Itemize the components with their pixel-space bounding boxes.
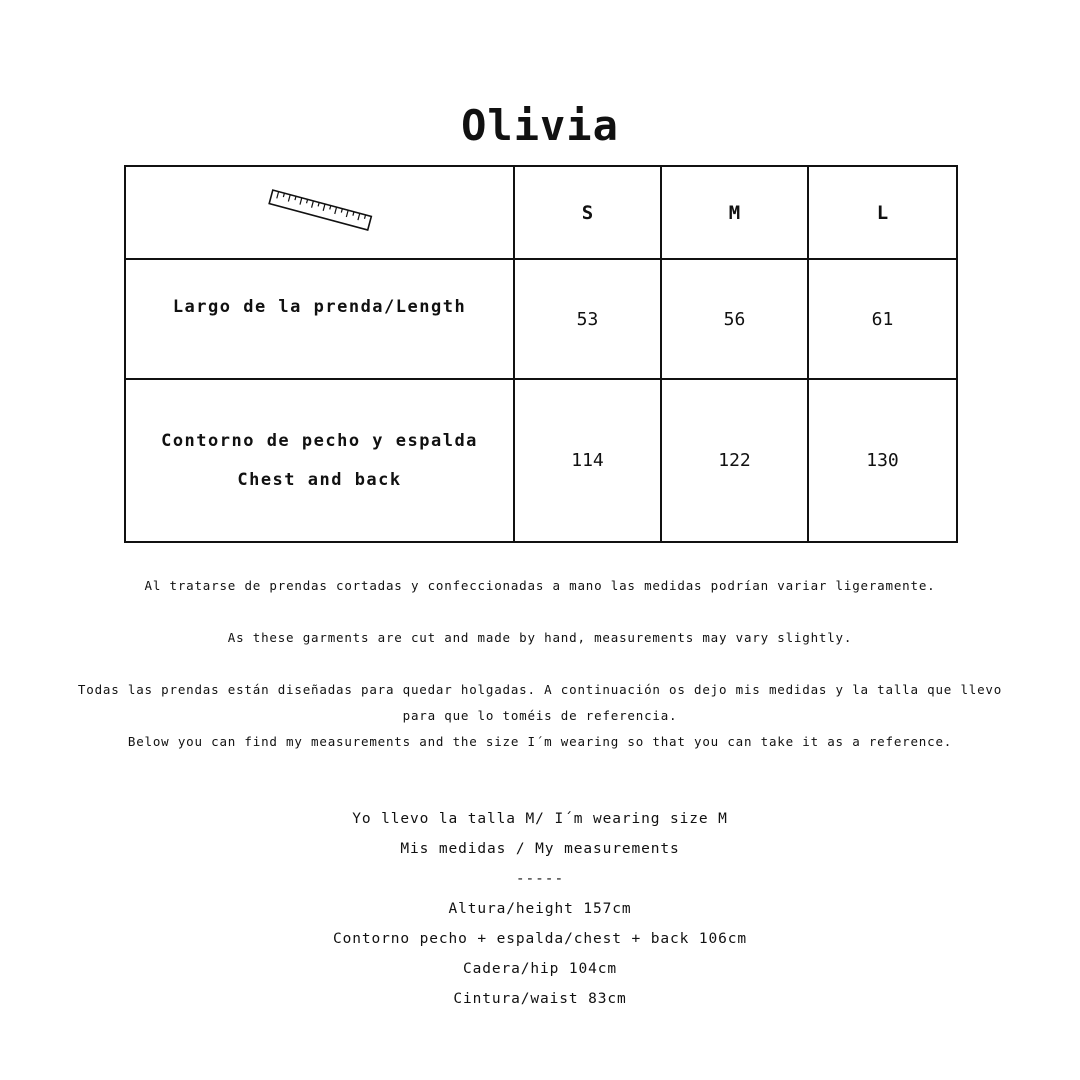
- length-value-m: 56: [661, 259, 808, 379]
- row-label-length: [125, 259, 514, 379]
- loose-fit-note-en: Below you can find my measurements and the size I´m wearing so that you can take it as a reference.: [127, 734, 953, 749]
- handmade-note-es: Al tratarse de prendas cortadas y confeccionadas a mano las medidas podrían variar ligeramente.: [144, 578, 936, 593]
- measurements-divider: -----: [515, 871, 565, 887]
- waist-measurement: Cintura/waist 83cm: [453, 991, 627, 1007]
- table-row: [125, 379, 957, 542]
- size-worn-text: Yo llevo la talla M/ I´m wearing size M: [352, 811, 728, 827]
- size-header-l: L: [808, 166, 957, 259]
- row-label-line: Contorno de pecho y espalda: [161, 430, 478, 451]
- length-value-l: 61: [808, 259, 957, 379]
- header-icon-cell: [125, 166, 514, 259]
- size-header-s: S: [514, 166, 661, 259]
- height-measurement: Altura/height 157cm: [448, 901, 632, 917]
- handmade-note-en: As these garments are cut and made by hand, measurements may vary slightly.: [227, 630, 853, 645]
- row-label-line: Chest and back: [237, 469, 402, 490]
- chest-back-measurement: Contorno pecho + espalda/chest + back 106cm: [332, 931, 748, 947]
- size-header-m: M: [661, 166, 808, 259]
- my-measurements-section: [0, 804, 1080, 1014]
- row-label-line: Largo de la prenda/Length: [172, 297, 467, 317]
- size-chart-table: [124, 165, 958, 543]
- chest-value-s: 114: [514, 379, 661, 542]
- loose-fit-note-es-line: para que lo toméis de referencia.: [402, 708, 678, 723]
- length-value-s: 53: [514, 259, 661, 379]
- table-row: [125, 259, 957, 379]
- hip-measurement: Cadera/hip 104cm: [462, 961, 618, 977]
- measurements-heading: Mis medidas / My measurements: [400, 841, 680, 857]
- ruler-icon: [265, 186, 375, 236]
- table-header-row: [125, 166, 957, 259]
- page-title: Olivia: [461, 101, 619, 151]
- chest-value-l: 130: [808, 379, 957, 542]
- loose-fit-note-es-line: Todas las prendas están diseñadas para quedar holgadas. A continuación os dejo mis medidas y la talla que llevo: [77, 682, 1003, 697]
- row-label-chest: [125, 379, 514, 542]
- loose-fit-note: [0, 677, 1080, 755]
- chest-value-m: 122: [661, 379, 808, 542]
